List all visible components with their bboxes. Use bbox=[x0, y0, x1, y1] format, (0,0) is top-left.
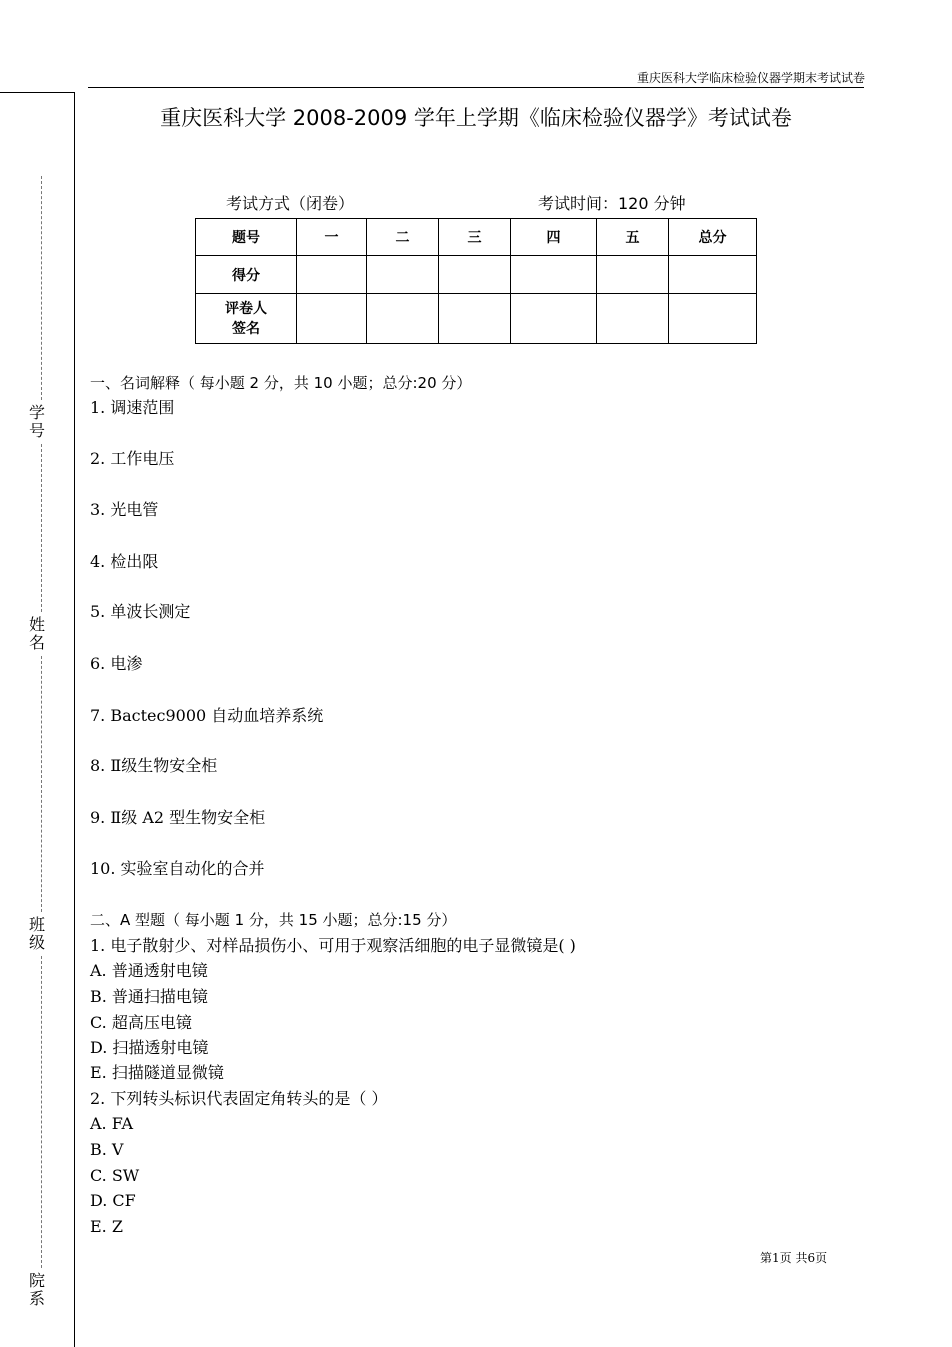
margin-blank-line bbox=[41, 176, 42, 400]
answer-option: C. SW bbox=[90, 1166, 140, 1185]
answer-option: A. 普通透射电镜 bbox=[90, 961, 208, 980]
grader-row-label: 评卷人 签名 bbox=[196, 294, 297, 344]
exam-time: 考试时间：120 分钟 bbox=[538, 194, 686, 213]
term-item: 8. Ⅱ级生物安全柜 bbox=[90, 756, 218, 775]
grader-cell[interactable] bbox=[439, 294, 511, 344]
term-item: 4. 检出限 bbox=[90, 552, 159, 571]
section1-heading: 一、名词解释（ 每小题 2 分，共 10 小题；总分:20 分） bbox=[90, 374, 472, 392]
margin-blank-line bbox=[41, 656, 42, 912]
score-table-header-cell: 二 bbox=[367, 219, 439, 256]
grader-cell[interactable] bbox=[669, 294, 757, 344]
answer-option: C. 超高压电镜 bbox=[90, 1013, 192, 1032]
term-item: 3. 光电管 bbox=[90, 500, 159, 519]
score-table bbox=[195, 218, 757, 344]
grader-cell[interactable] bbox=[367, 294, 439, 344]
margin-label-name: 姓 名 bbox=[28, 615, 45, 652]
running-header: 重庆医科大学临床检验仪器学期末考试试卷 bbox=[636, 71, 865, 85]
score-cell[interactable] bbox=[511, 256, 597, 294]
grader-cell[interactable] bbox=[511, 294, 597, 344]
score-row-label: 得分 bbox=[196, 256, 297, 294]
score-table-header-cell: 四 bbox=[511, 219, 597, 256]
answer-option: B. V bbox=[90, 1140, 124, 1159]
answer-option: D. 扫描透射电镜 bbox=[90, 1038, 209, 1057]
page-number: 第1页 共6页 bbox=[760, 1251, 828, 1265]
grader-cell[interactable] bbox=[597, 294, 669, 344]
term-item: 9. Ⅱ级 A2 型生物安全柜 bbox=[90, 808, 266, 827]
margin-label-department: 院 系 bbox=[28, 1271, 45, 1308]
term-item: 7. Bactec9000 自动血培养系统 bbox=[90, 706, 324, 725]
score-cell[interactable] bbox=[439, 256, 511, 294]
exam-mode: 考试方式（闭卷） bbox=[226, 194, 355, 213]
score-table-score-row bbox=[196, 256, 757, 294]
score-cell[interactable] bbox=[597, 256, 669, 294]
header-rule bbox=[88, 87, 864, 88]
score-table-header-cell: 题号 bbox=[196, 219, 297, 256]
margin-label-student-id: 学 号 bbox=[28, 403, 45, 440]
margin-label-class: 班 级 bbox=[28, 915, 45, 952]
score-table-header-cell: 五 bbox=[597, 219, 669, 256]
score-table-grader-row bbox=[196, 294, 757, 344]
binding-margin-rule bbox=[74, 92, 75, 1347]
score-cell[interactable] bbox=[367, 256, 439, 294]
page-title: 重庆医科大学 2008-2009 学年上学期《临床检验仪器学》考试试卷 bbox=[160, 106, 792, 130]
margin-blank-line bbox=[41, 444, 42, 612]
answer-option: A. FA bbox=[90, 1114, 133, 1133]
question-stem: 2. 下列转头标识代表固定角转头的是（ ） bbox=[90, 1089, 388, 1108]
term-item: 1. 调速范围 bbox=[90, 398, 175, 417]
score-cell[interactable] bbox=[297, 256, 367, 294]
score-table-header-row bbox=[196, 219, 757, 256]
score-table-header-cell: 三 bbox=[439, 219, 511, 256]
answer-option: B. 普通扫描电镜 bbox=[90, 987, 208, 1006]
section2-heading: 二、A 型题（ 每小题 1 分，共 15 小题；总分:15 分） bbox=[90, 911, 457, 929]
answer-option: D. CF bbox=[90, 1191, 136, 1210]
score-cell[interactable] bbox=[669, 256, 757, 294]
term-item: 10. 实验室自动化的合并 bbox=[90, 859, 265, 878]
score-table-header-cell: 总分 bbox=[669, 219, 757, 256]
term-item: 2. 工作电压 bbox=[90, 449, 175, 468]
term-item: 5. 单波长测定 bbox=[90, 602, 191, 621]
score-table-header-cell: 一 bbox=[297, 219, 367, 256]
question-stem: 1. 电子散射少、对样品损伤小、可用于观察活细胞的电子显微镜是( ) bbox=[90, 936, 576, 955]
term-item: 6. 电渗 bbox=[90, 654, 143, 673]
grader-cell[interactable] bbox=[297, 294, 367, 344]
margin-top-rule bbox=[0, 92, 74, 93]
answer-option: E. 扫描隧道显微镜 bbox=[90, 1063, 224, 1082]
margin-blank-line bbox=[41, 956, 42, 1268]
answer-option: E. Z bbox=[90, 1217, 123, 1236]
